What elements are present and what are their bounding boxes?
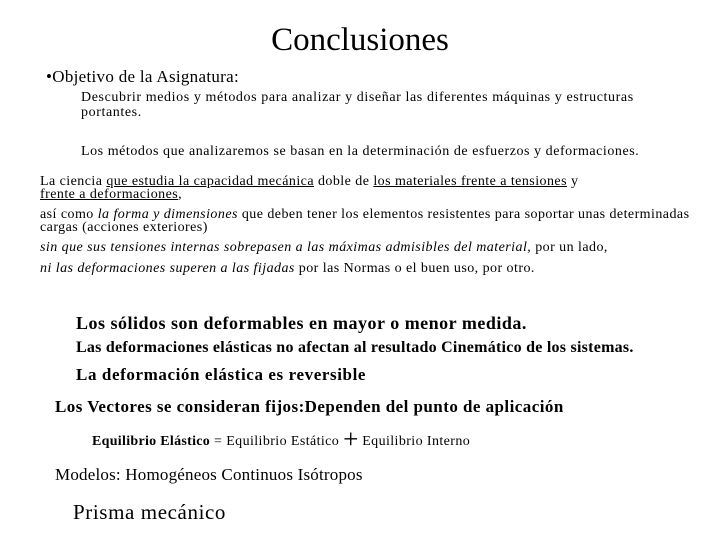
plus-sign: + (343, 424, 359, 454)
science-definition (40, 175, 705, 275)
definition-text: que deben tener los elementos resistentes para soportar unas determinadas cargas (acciones exteriores) (40, 207, 690, 235)
definition-italic: sin que sus tensiones internas sobrepasen a las máximas admisibles del material (40, 240, 528, 255)
definition-text: y (567, 174, 579, 189)
objective-body: Descubrir medios y métodos para analizar y diseñar las diferentes máquinas y estructuras portantes. (81, 90, 634, 120)
definition-underlined: frente a deformaciones (40, 187, 179, 202)
definition-text: doble de (314, 174, 374, 189)
methods-text: Los métodos que analizaremos se basan en la determinación de esfuerzos y deformaciones. (81, 144, 640, 159)
statement-vectores: Los Vectores se consideran fijos:Dependen del punto de aplicación (55, 397, 564, 416)
definition-text: por las Normas o el buen uso, por otro. (294, 261, 535, 276)
definition-line-3 (40, 208, 705, 234)
definition-underlined: los materiales frente a tensiones (373, 174, 567, 189)
mechanical-prism: Prisma mecánico (73, 500, 227, 524)
statement-reversible: La deformación elástica es reversible (76, 365, 367, 384)
statement-elasticas: Las deformaciones elásticas no afectan al resultado Cinemático de los sistemas. (76, 339, 634, 356)
definition-text: , (178, 187, 183, 202)
definition-underlined: que estudia la capacidad mecánica (106, 174, 314, 189)
definition-text: , por un lado, (527, 240, 608, 255)
equilibrium-static: = Equilibrio Estático (210, 434, 344, 449)
definition-italic: la forma y dimensiones (97, 207, 238, 222)
definition-text: así como (40, 207, 98, 222)
definition-italic: ni las deformaciones superen a las fijadas (40, 261, 295, 276)
definition-line-2 (40, 188, 705, 201)
equilibrium-equation (92, 424, 470, 457)
models-text: Modelos: Homogéneos Continuos Isótropos (55, 465, 363, 484)
equilibrium-internal: Equilibrio Interno (358, 434, 471, 449)
definition-line-5 (40, 262, 705, 275)
definition-line-4 (40, 241, 705, 254)
page-title: Conclusiones (271, 22, 449, 58)
definition-text: La ciencia (40, 174, 107, 189)
statement-solidos: Los sólidos son deformables en mayor o menor medida. (76, 313, 527, 333)
equilibrium-label: Equilibrio Elástico (92, 434, 211, 449)
objective-heading: •Objetivo de la Asignatura: (46, 67, 239, 86)
